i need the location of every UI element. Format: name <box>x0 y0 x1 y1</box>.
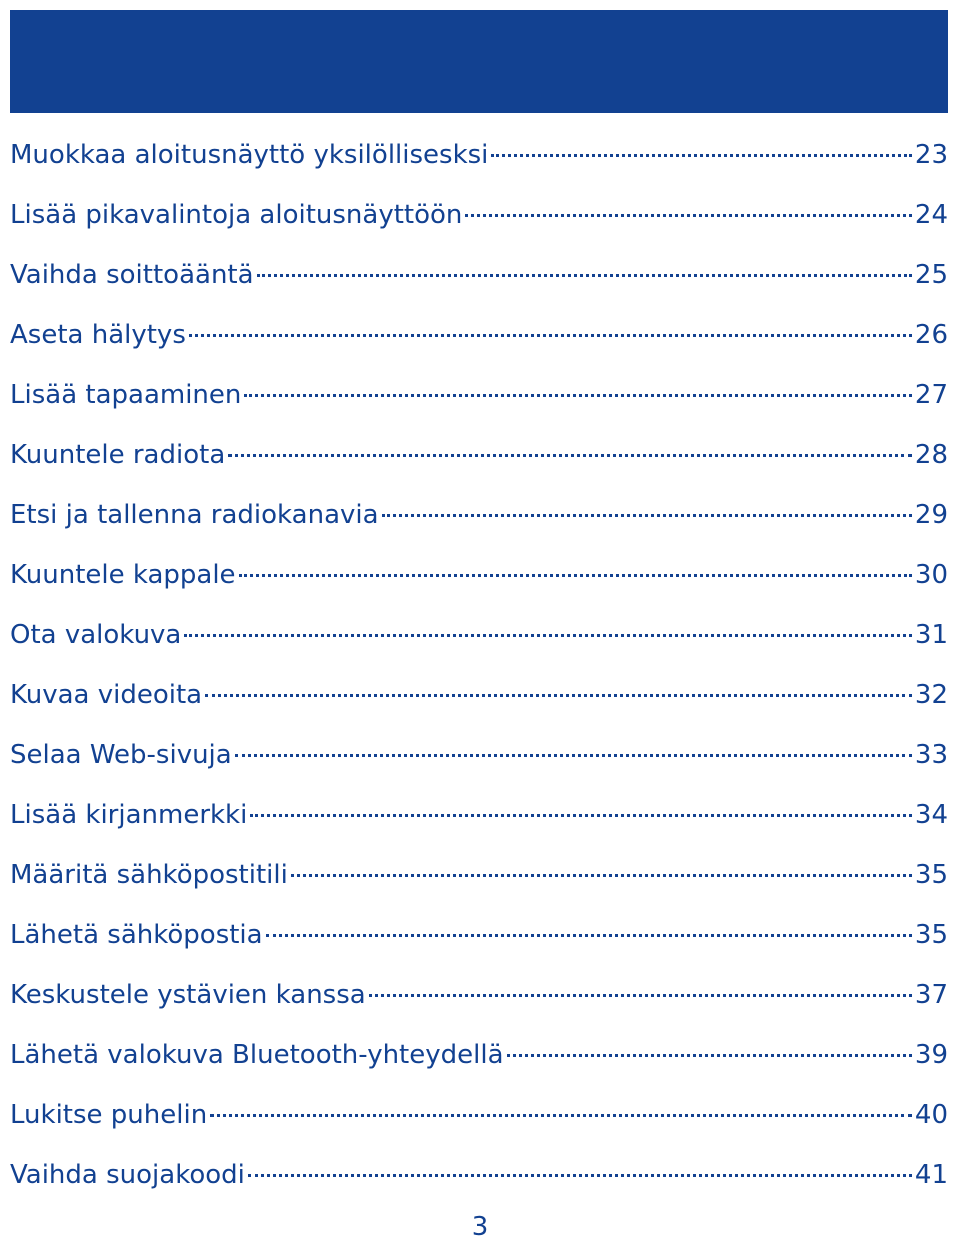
toc-dot-leader <box>235 754 912 757</box>
toc-entry[interactable] <box>10 425 948 485</box>
toc-entry-page: 23 <box>914 140 948 170</box>
toc-entry-title: Keskustele ystävien kanssa <box>10 980 366 1010</box>
toc-entry-title: Etsi ja tallenna radiokanavia <box>10 500 379 530</box>
toc-entry[interactable] <box>10 725 948 785</box>
toc-entry-page: 31 <box>914 620 948 650</box>
toc-entry-page: 30 <box>914 560 948 590</box>
toc-dot-leader <box>382 514 912 517</box>
toc-entry[interactable] <box>10 1085 948 1145</box>
toc-entry-page: 24 <box>914 200 948 230</box>
toc-entry-page: 35 <box>914 920 948 950</box>
toc-entry-title: Kuuntele radiota <box>10 440 226 470</box>
toc-entry-page: 37 <box>914 980 948 1010</box>
toc-entry-title: Muokkaa aloitusnäyttö yksilöllisesksi <box>10 140 489 170</box>
toc-entry[interactable] <box>10 965 948 1025</box>
toc-entry-title: Kuvaa videoita <box>10 680 203 710</box>
toc-entry-page: 41 <box>914 1160 948 1190</box>
toc-dot-leader <box>210 1114 912 1117</box>
toc-entry-title: Määritä sähköpostitili <box>10 860 288 890</box>
toc-dot-leader <box>239 574 912 577</box>
toc-entry[interactable] <box>10 185 948 245</box>
table-of-contents <box>10 125 948 1205</box>
toc-dot-leader <box>250 814 912 817</box>
toc-dot-leader <box>228 454 912 457</box>
toc-entry-page: 25 <box>914 260 948 290</box>
toc-entry-title: Lisää pikavalintoja aloitusnäyttöön <box>10 200 463 230</box>
toc-dot-leader <box>491 154 912 157</box>
toc-entry[interactable] <box>10 665 948 725</box>
toc-entry[interactable] <box>10 245 948 305</box>
toc-entry-page: 39 <box>914 1040 948 1070</box>
toc-entry-page: 33 <box>914 740 948 770</box>
toc-dot-leader <box>257 274 912 277</box>
toc-dot-leader <box>369 994 912 997</box>
toc-entry-title: Lisää tapaaminen <box>10 380 242 410</box>
toc-entry[interactable] <box>10 1145 948 1205</box>
toc-entry-page: 26 <box>914 320 948 350</box>
toc-entry-title: Lähetä valokuva Bluetooth-yhteydellä <box>10 1040 504 1070</box>
toc-dot-leader <box>465 214 912 217</box>
toc-entry[interactable] <box>10 605 948 665</box>
toc-entry-title: Kuuntele kappale <box>10 560 236 590</box>
toc-dot-leader <box>266 934 912 937</box>
toc-entry-title: Lähetä sähköpostia <box>10 920 263 950</box>
toc-entry[interactable] <box>10 545 948 605</box>
page-number: 3 <box>471 1212 489 1242</box>
toc-entry-page: 28 <box>914 440 948 470</box>
toc-dot-leader <box>507 1054 912 1057</box>
toc-entry-title: Vaihda suojakoodi <box>10 1160 245 1190</box>
toc-entry-page: 35 <box>914 860 948 890</box>
toc-dot-leader <box>248 1174 912 1177</box>
toc-entry[interactable] <box>10 305 948 365</box>
toc-entry[interactable] <box>10 905 948 965</box>
toc-entry-title: Lukitse puhelin <box>10 1100 208 1130</box>
toc-entry-title: Ota valokuva <box>10 620 182 650</box>
toc-dot-leader <box>205 694 912 697</box>
toc-entry[interactable] <box>10 845 948 905</box>
toc-entry-title: Vaihda soittoääntä <box>10 260 254 290</box>
toc-entry-page: 34 <box>914 800 948 830</box>
toc-entry-title: Lisää kirjanmerkki <box>10 800 248 830</box>
toc-entry-title: Selaa Web-sivuja <box>10 740 232 770</box>
toc-entry[interactable] <box>10 485 948 545</box>
toc-dot-leader <box>244 394 912 397</box>
toc-entry[interactable] <box>10 365 948 425</box>
toc-entry[interactable] <box>10 125 948 185</box>
toc-entry[interactable] <box>10 785 948 845</box>
toc-dot-leader <box>189 334 912 337</box>
toc-entry[interactable] <box>10 1025 948 1085</box>
toc-entry-page: 29 <box>914 500 948 530</box>
toc-entry-title: Aseta hälytys <box>10 320 186 350</box>
toc-dot-leader <box>184 634 912 637</box>
toc-entry-page: 27 <box>914 380 948 410</box>
toc-entry-page: 40 <box>914 1100 948 1130</box>
header-band <box>10 10 948 113</box>
toc-entry-page: 32 <box>914 680 948 710</box>
toc-dot-leader <box>291 874 912 877</box>
